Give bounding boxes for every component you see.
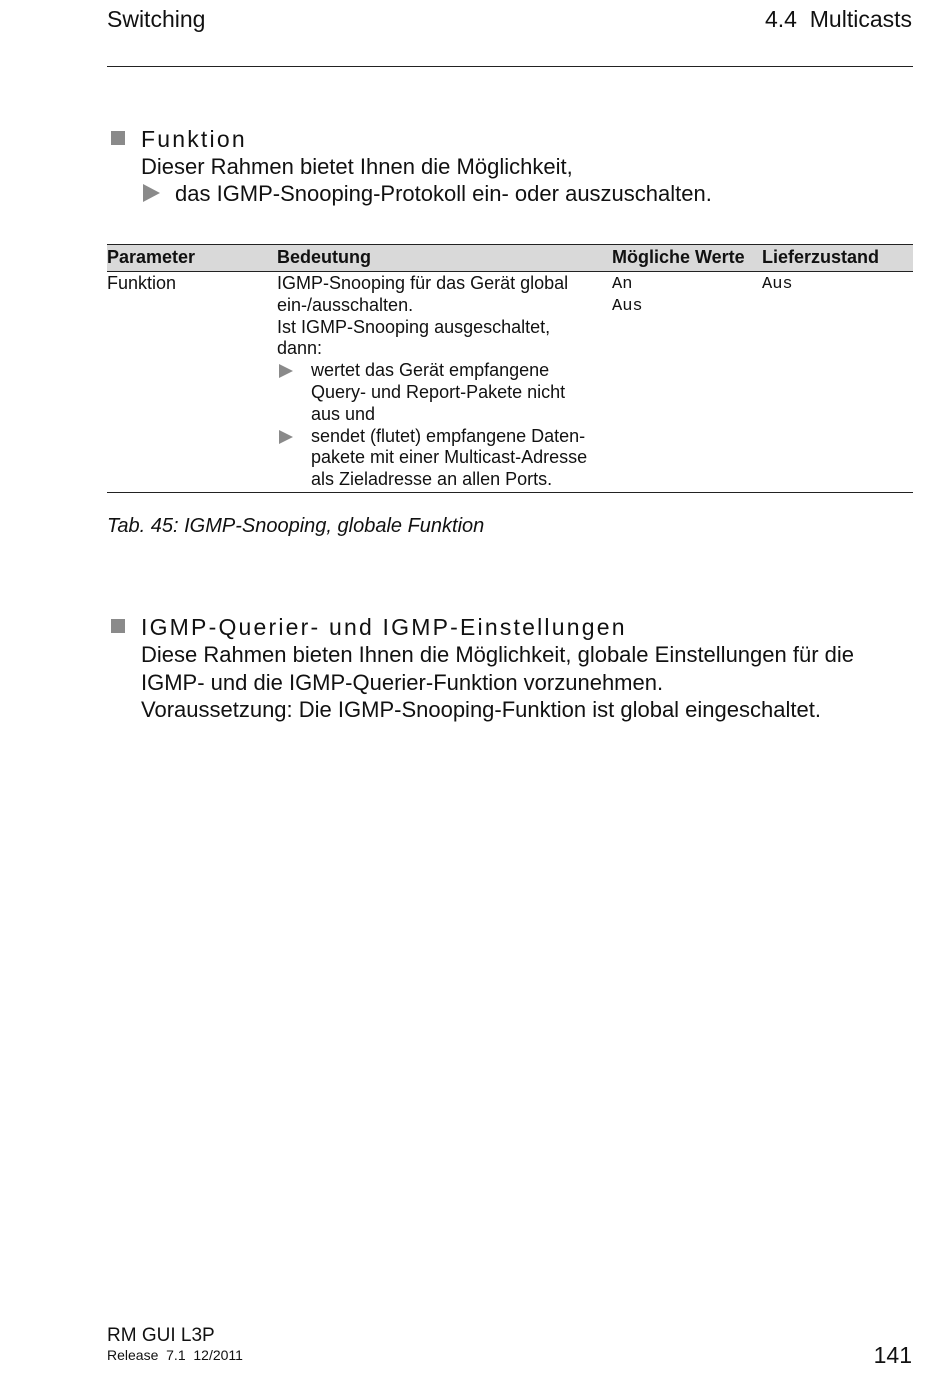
section-function-title: Funktion [141,126,247,152]
section-square-icon [111,619,125,633]
header-section: 4.4 Multicasts [765,6,912,32]
body-line: IGMP- und die IGMP-Querier-Funktion vorzunehmen. [141,669,664,695]
bullet-line: Query- und Report-Pakete nicht [311,381,566,402]
section-square-icon [111,131,125,145]
bullet-triangle-icon [279,430,293,444]
table-header-meaning: Bedeutung [277,247,371,267]
meaning-line: IGMP-Snooping für das Gerät global [277,273,569,293]
body-line: Voraussetzung: Die IGMP-Snooping-Funktion ist global eingeschaltet. [141,697,821,722]
meaning-bullet-1 [277,360,607,425]
meaning-bullet-2 [277,426,607,491]
table-caption: Tab. 45: IGMP-Snooping, globale Funktion [107,515,485,537]
bullet-line: wertet das Gerät empfangene [311,360,550,381]
table-header-values: Mögliche Werte [612,247,745,267]
value-option: Aus [612,296,643,316]
meaning-line: Ist IGMP-Snooping ausgeschaltet, [277,316,551,337]
bullet-line: als Zieladresse an allen Ports. [311,469,553,490]
table-header-parameter: Parameter [107,247,196,267]
section-function-intro: Dieser Rahmen bietet Ihnen die Möglichkeit, [141,154,573,179]
bullet-line: sendet (flutet) empfangene Daten- [311,425,586,446]
table-header-rule [107,271,913,272]
body-line: Diese Rahmen bieten Ihnen die Möglichkeit, globale Einstellungen für die [141,642,855,667]
table-header-default: Lieferzustand [762,247,880,267]
footer-release: Release 7.1 12/2011 [107,1347,243,1363]
footer-doc-title: RM GUI L3P [107,1325,215,1346]
footer-page-number: 141 [873,1342,912,1368]
table-cell-default: Aus [762,275,793,294]
bullet-triangle-icon [143,184,160,202]
section-querier-title: IGMP-Querier- und IGMP-Einstellungen [141,614,627,640]
meaning-line: ein-/ausschalten. [277,294,414,315]
meaning-line: dann: [277,338,323,359]
bullet-line: pakete mit einer Multicast-Adresse [311,447,588,468]
bullet-line: aus und [311,403,376,424]
bullet-triangle-icon [279,364,293,378]
table-bottom-rule [107,492,913,493]
section-querier-body [141,641,854,724]
header-chapter: Switching [107,6,206,32]
value-option: An [612,275,633,294]
table-cell-parameter: Funktion [107,273,177,293]
table-cell-meaning [277,273,607,491]
header-rule [107,66,913,67]
table-cell-values [612,274,643,318]
section-function-bullet: das IGMP-Snooping-Protokoll ein- oder auszuschalten. [175,181,712,206]
